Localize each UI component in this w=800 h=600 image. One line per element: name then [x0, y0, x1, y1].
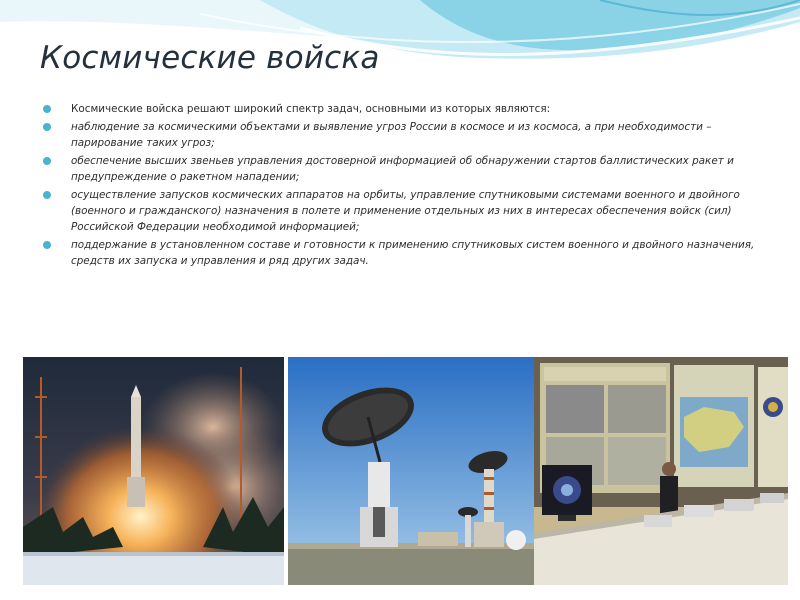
bullet-item	[43, 237, 765, 269]
bullet-text: наблюдение за космическими объектами и выявление угроз России в космосе и из космоса, а при необходимости – парирование таких угроз;	[71, 121, 712, 149]
bullet-item	[43, 119, 765, 151]
bullet-list	[43, 101, 765, 271]
bullet-dot-icon	[43, 191, 51, 199]
bullet-text: обеспечение высших звеньев управления достоверной информацией об обнаружении стартов баллистических ракет и предупреждение о ракетном нападении;	[71, 155, 734, 183]
bullet-text: поддержание в установленном составе и готовности к применению спутниковых систем военного и двойного назначения, средств их запуска и управления и ряд других задач.	[71, 239, 755, 267]
bullet-dot-icon	[43, 157, 51, 165]
bullet-dot-icon	[43, 105, 51, 113]
satellite-dish-antennas-image	[288, 357, 534, 585]
rocket-launch-image	[23, 357, 284, 585]
bullet-text: осуществление запусков космических аппаратов на орбиты, управление спутниковыми системами военного и двойного (военного и гражданского) назначения в полете и применение отдельных из них в интересах обеспечения войск (сил) Российской Федерации необходимой информацией;	[71, 189, 740, 233]
bullet-text: Космические войска решают широкий спектр задач, основными из которых являются:	[71, 103, 551, 115]
mission-control-room-image	[534, 357, 788, 585]
bullet-item	[43, 101, 765, 117]
bullet-dot-icon	[43, 241, 51, 249]
bullet-item	[43, 153, 765, 185]
slide-title: Космические войска	[40, 40, 380, 76]
bullet-dot-icon	[43, 123, 51, 131]
bullet-item	[43, 187, 765, 235]
